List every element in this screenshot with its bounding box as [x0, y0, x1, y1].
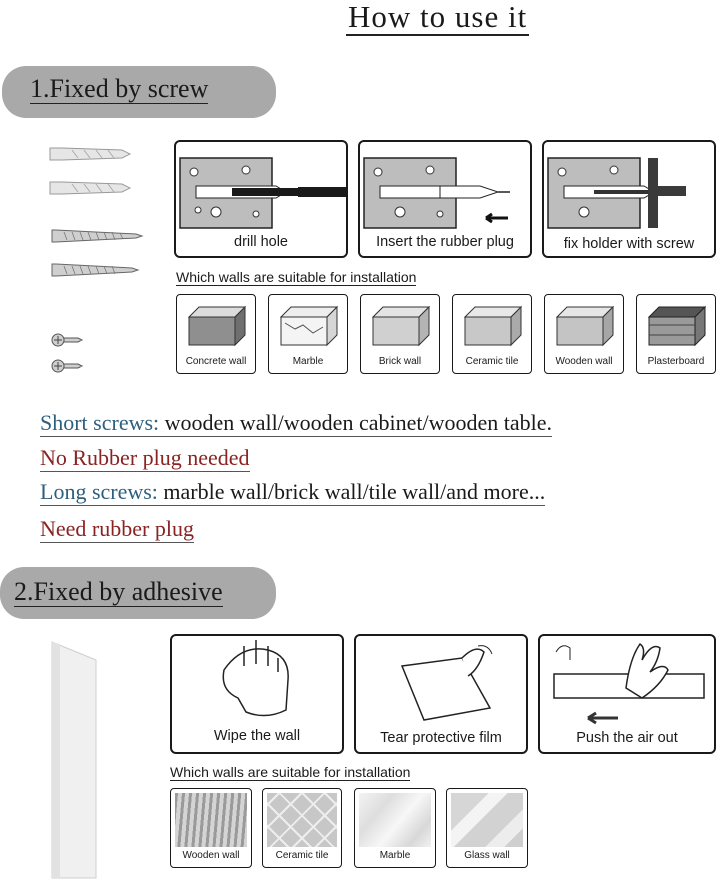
wall-plasterboard	[636, 294, 716, 374]
insert-plug-image	[360, 142, 530, 232]
wall-ceramic-tile-adhesive	[262, 788, 342, 868]
step-tear-film	[354, 634, 528, 754]
plasterboard-icon	[645, 303, 709, 347]
wall-wooden	[544, 294, 624, 374]
wall-concrete	[176, 294, 256, 374]
step-drill-hole	[174, 140, 348, 258]
adhesive-strip-image	[48, 640, 102, 880]
ceramic-texture-icon	[267, 793, 337, 847]
wall-wooden-label: Wooden wall	[555, 356, 613, 367]
note-short-screws	[40, 410, 552, 437]
wipe-hand-icon	[172, 636, 342, 732]
note-no-plug: No Rubber plug needed	[40, 445, 250, 470]
wall-wooden-adhesive-label: Wooden wall	[182, 850, 240, 861]
step-insert-plug	[358, 140, 532, 258]
step-push-air-caption: Push the air out	[576, 730, 678, 746]
wall-wooden-adhesive	[170, 788, 252, 868]
step-drill-hole-caption: drill hole	[234, 234, 288, 250]
wooden-wall-icon	[553, 303, 617, 347]
section-heading-screw-text: 1.Fixed by screw	[30, 74, 209, 103]
wall-brick	[360, 294, 440, 374]
push-air-icon	[540, 636, 714, 732]
section1-walls-heading: Which walls are suitable for installation	[176, 269, 417, 285]
step-wipe-wall	[170, 634, 344, 754]
wall-marble-adhesive-label: Marble	[379, 850, 411, 861]
glass-texture-icon	[451, 793, 523, 847]
step-tear-film-caption: Tear protective film	[380, 730, 502, 746]
wall-glass-adhesive	[446, 788, 528, 868]
note-long-screws-text: marble wall/brick wall/tile wall/and more...	[157, 479, 546, 504]
fix-holder-image	[544, 142, 714, 232]
section-heading-adhesive-text: 2.Fixed by adhesive	[14, 577, 223, 606]
step-insert-plug-caption: Insert the rubber plug	[376, 234, 514, 250]
wall-ceramic-tile-label: Ceramic tile	[465, 356, 519, 367]
section-heading-adhesive	[0, 567, 276, 619]
marble-texture-icon	[359, 793, 431, 847]
ceramic-tile-icon	[461, 303, 525, 347]
note-short-screws-label: Short screws:	[40, 410, 160, 435]
brick-wall-icon	[369, 303, 433, 347]
wall-ceramic-tile-adhesive-label: Ceramic tile	[275, 850, 329, 861]
section2-walls-heading: Which walls are suitable for installation	[170, 764, 411, 780]
note-short-screws-text: wooden wall/wooden cabinet/wooden table.	[159, 410, 552, 435]
note-long-screws-label: Long screws:	[40, 479, 158, 504]
step-wipe-wall-caption: Wipe the wall	[213, 728, 301, 744]
section-heading-screw	[2, 66, 276, 118]
marble-wall-icon	[277, 303, 341, 347]
note-need-plug: Need rubber plug	[40, 516, 194, 541]
drill-hole-image	[176, 142, 346, 232]
wall-glass-adhesive-label: Glass wall	[464, 850, 510, 861]
wall-marble	[268, 294, 348, 374]
wall-marble-adhesive	[354, 788, 436, 868]
page-title: How to use it	[348, 0, 528, 34]
tear-film-icon	[356, 636, 526, 732]
wall-marble-label: Marble	[292, 356, 324, 367]
step-push-air	[538, 634, 716, 754]
wall-concrete-label: Concrete wall	[185, 356, 247, 367]
step-fix-holder	[542, 140, 716, 258]
screws-and-plugs-image	[44, 140, 144, 380]
wooden-texture-icon	[175, 793, 247, 847]
wall-ceramic-tile	[452, 294, 532, 374]
wall-plasterboard-label: Plasterboard	[647, 356, 705, 367]
wall-brick-label: Brick wall	[378, 356, 422, 367]
step-fix-holder-caption: fix holder with screw	[563, 236, 695, 252]
concrete-wall-icon	[185, 303, 249, 347]
note-long-screws	[40, 479, 545, 506]
